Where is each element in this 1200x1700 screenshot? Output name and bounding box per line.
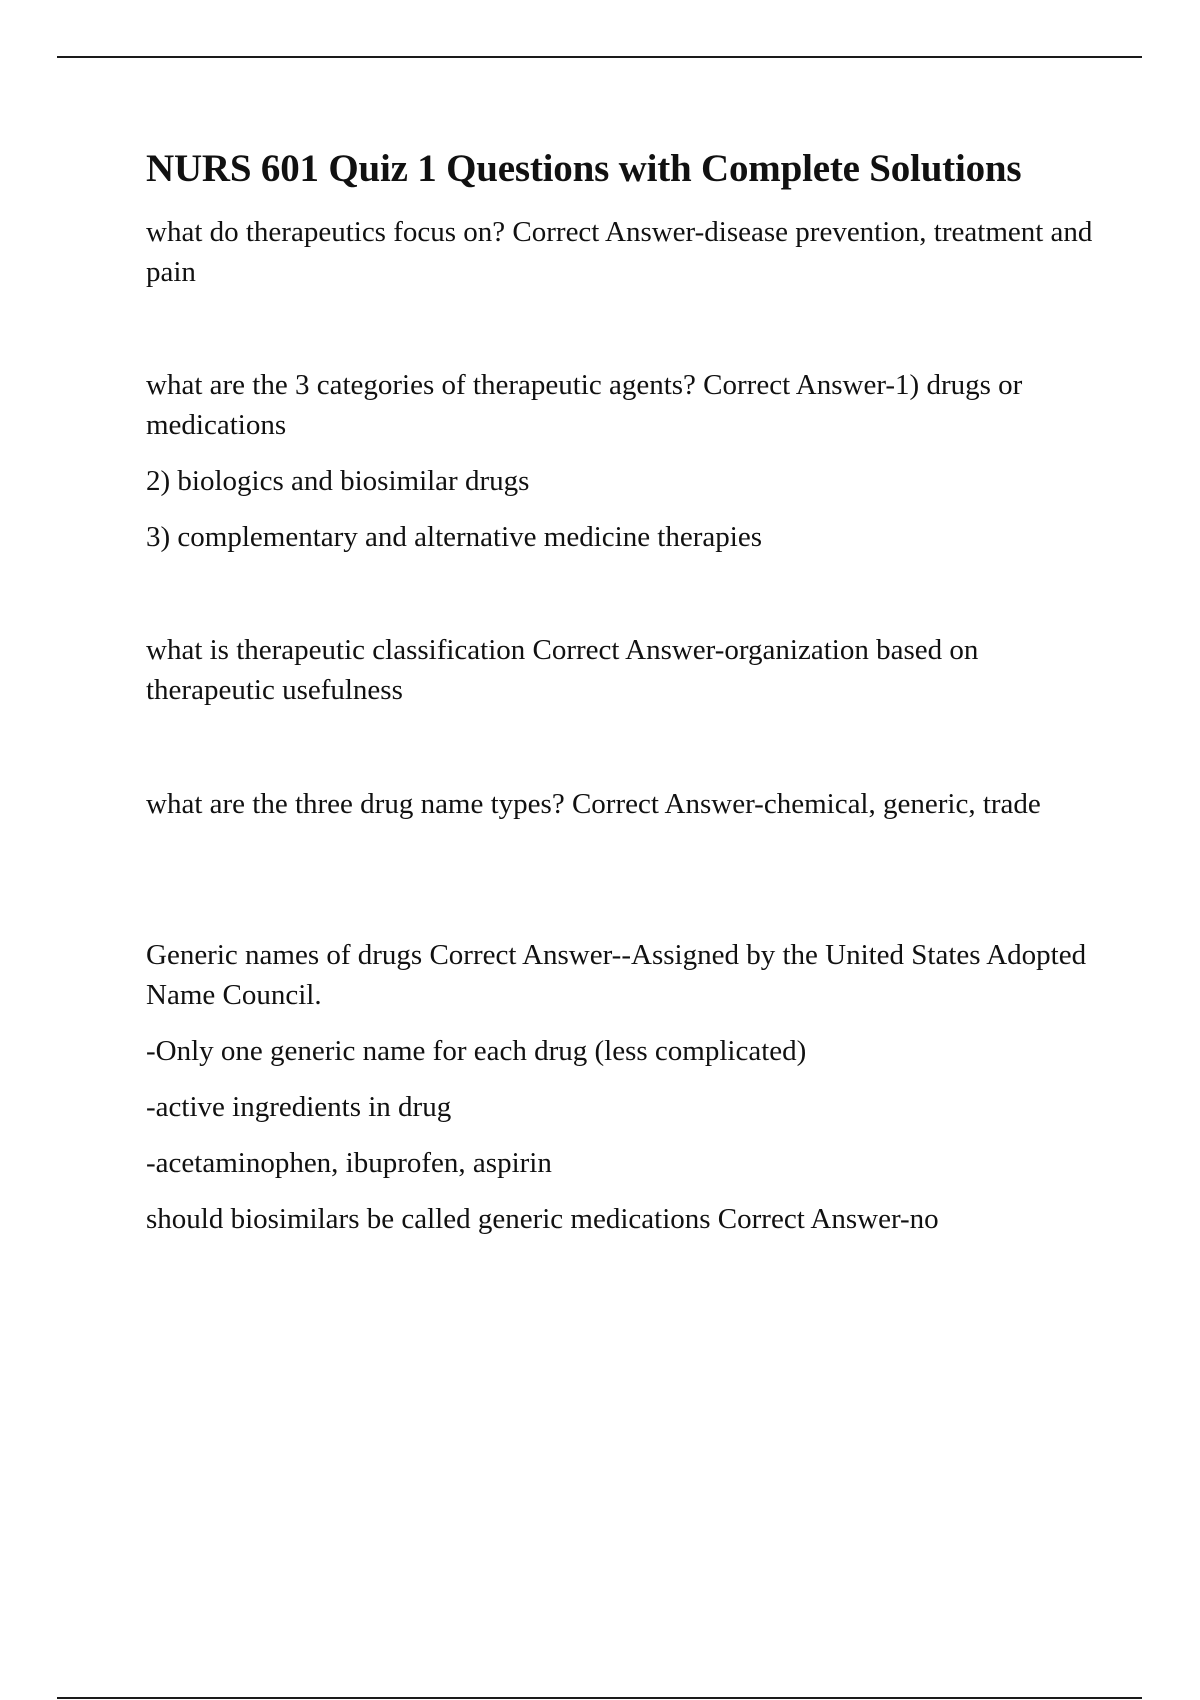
qa-text: what is therapeutic classification Correct Answer-organization based on therapeutic usefulness xyxy=(146,634,979,706)
qa-answer-line: -acetaminophen, ibuprofen, aspirin xyxy=(146,1147,552,1179)
document-title: NURS 601 Quiz 1 Questions with Complete Solutions xyxy=(146,147,1022,190)
qa-text: what are the three drug name types? Correct Answer-chemical, generic, trade xyxy=(146,788,1041,820)
qa-entry-therapeutic-agent-categories xyxy=(146,365,1106,557)
qa-answer-line: -active ingredients in drug xyxy=(146,1091,452,1123)
qa-entry-therapeutics-focus xyxy=(146,212,1106,292)
qa-text: should biosimilars be called generic medications Correct Answer-no xyxy=(146,1203,939,1235)
qa-text: what do therapeutics focus on? Correct Answer-disease prevention, treatment and pain xyxy=(146,216,1093,288)
qa-answer-line: 2) biologics and biosimilar drugs xyxy=(146,465,530,497)
top-rule xyxy=(57,56,1142,58)
qa-answer-line: -Only one generic name for each drug (less complicated) xyxy=(146,1035,807,1067)
qa-text: what are the 3 categories of therapeutic agents? Correct Answer-1) drugs or medications xyxy=(146,369,1023,441)
qa-entry-therapeutic-classification xyxy=(146,630,1106,710)
bottom-rule xyxy=(57,1697,1142,1699)
qa-entry-biosimilars xyxy=(146,1199,939,1239)
qa-text: Generic names of drugs Correct Answer--Assigned by the United States Adopted Name Council. xyxy=(146,939,1087,1011)
qa-entry-generic-names xyxy=(146,935,1106,1183)
document-body xyxy=(146,144,1106,1235)
qa-answer-line: 3) complementary and alternative medicine therapies xyxy=(146,521,762,553)
qa-entry-drug-name-types xyxy=(146,784,1041,824)
